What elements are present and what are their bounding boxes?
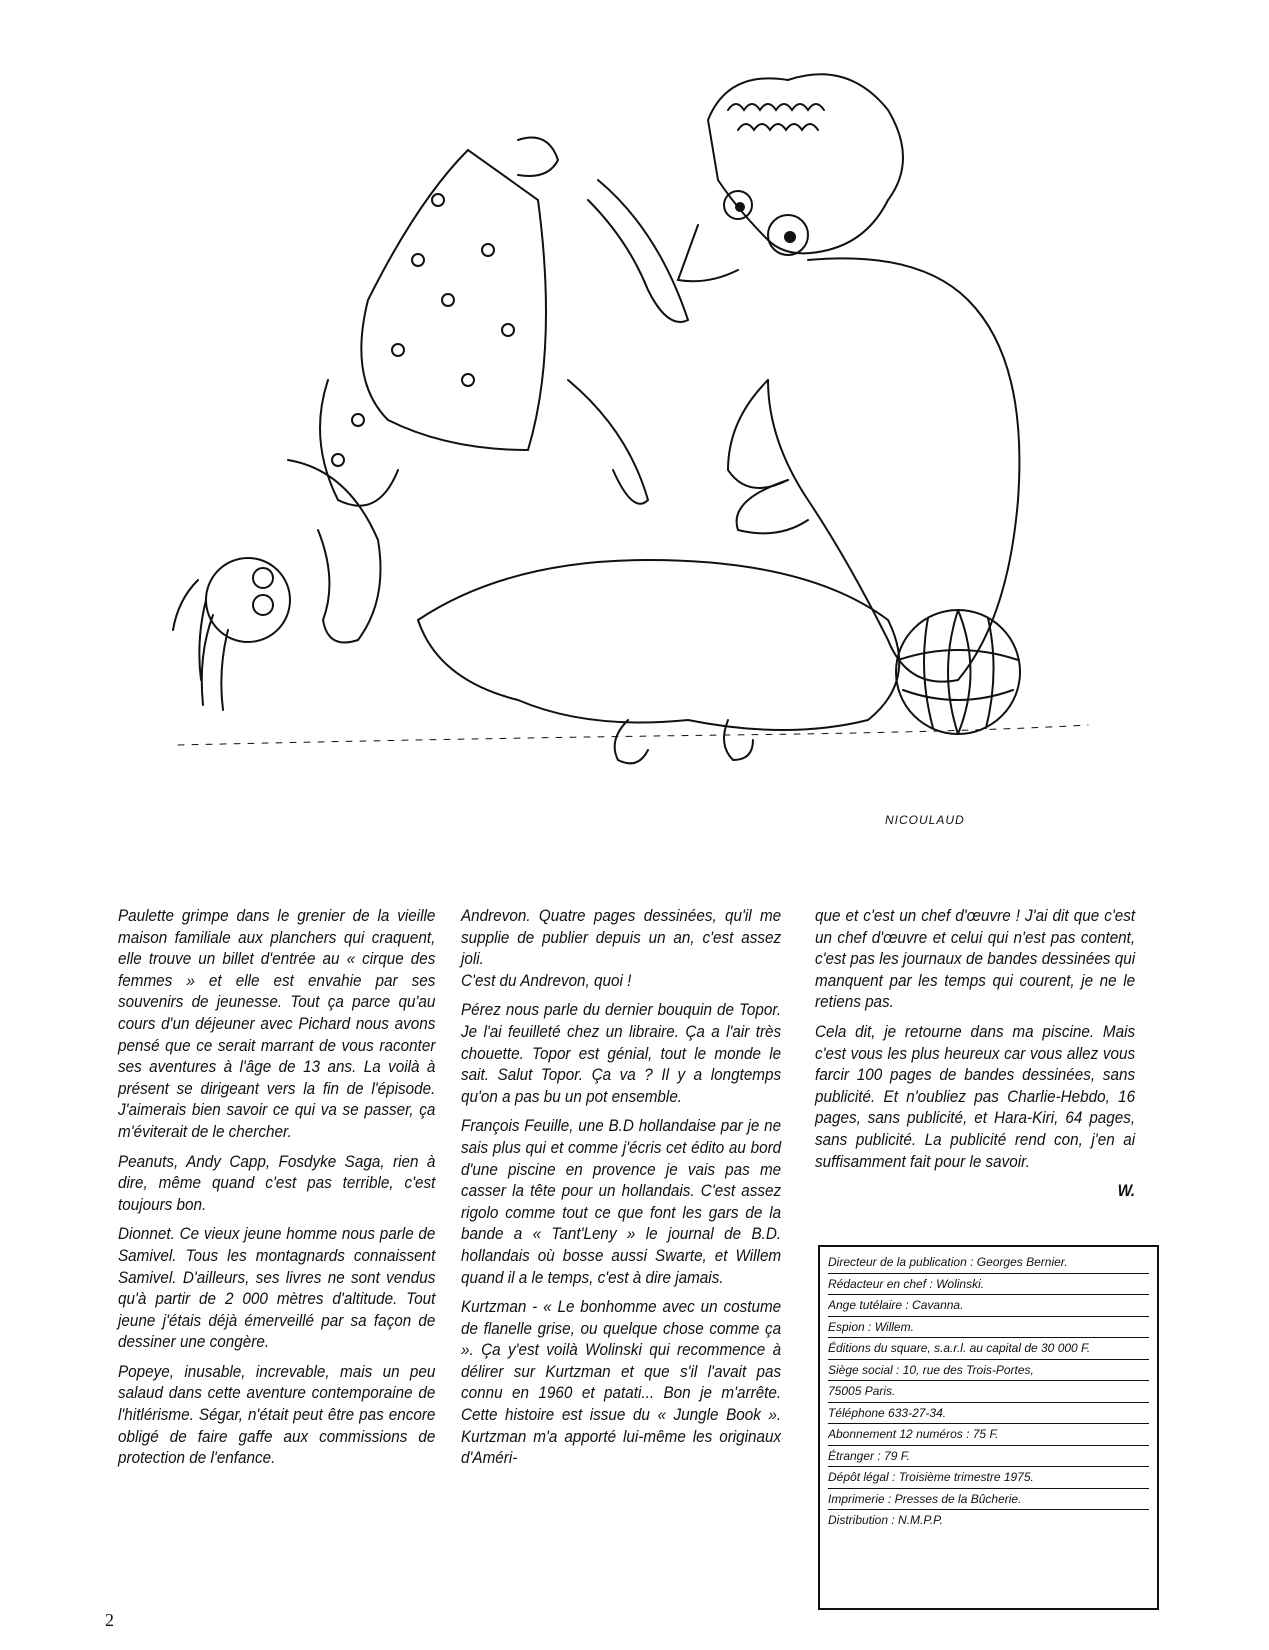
credit-line: 75005 Paris. [828, 1381, 1149, 1403]
article-column-2 [461, 905, 781, 1477]
paragraph: Peanuts, Andy Capp, Fosdyke Saga, rien à dire, même quand c'est pas terrible, c'est toujours bon. [118, 1151, 436, 1214]
masthead-credits-box [818, 1245, 1159, 1610]
credit-line: Rédacteur en chef : Wolinski. [828, 1274, 1149, 1296]
paragraph: Dionnet. Ce vieux jeune homme nous parle de Samivel. Tous les montagnards connaissent Samivel. D'ailleurs, ses livres ne sont vendus qu'à partir de 2 000 mètres d'altitude. Tout jeune j'étais déjà émerveillé par sa façon de dessiner une congère. [118, 1224, 436, 1352]
credit-line: Étranger : 79 F. [828, 1446, 1149, 1468]
credit-line: Ange tutélaire : Cavanna. [828, 1295, 1149, 1317]
credit-line: Espion : Willem. [828, 1317, 1149, 1339]
page-number: 2 [105, 1610, 114, 1630]
paragraph: François Feuille, une B.D hollandaise par je ne sais plus qui et comme j'écris cet édito au bord d'une piscine en provence je vais pas me casser la tête pour un hollandais. C'est assez rigolo comme tout ce que font les gars de la bande a « Tant'Leny » le journal de B.D. hollandais où bosse aussi Swarte, et Willem quand il a le temps, c'est à dire jamais. [461, 1116, 782, 1287]
credit-line: Dépôt légal : Troisième trimestre 1975. [828, 1467, 1149, 1489]
paragraph: que et c'est un chef d'œuvre ! J'ai dit que c'est un chef d'œuvre et celui qui n'est pas content, c'est pas les journaux de bandes dessinées qui manquent par les temps qui courent, je ne le retiens pas. [815, 906, 1136, 1012]
credit-line: Directeur de la publication : Georges Bernier. [828, 1252, 1149, 1274]
paragraph: Paulette grimpe dans le grenier de la vieille maison familiale aux planchers qui craquent, elle trouve un billet d'entrée au « cirque des femmes » et elle est envahie par ses souvenirs de jeunesse. Tout ça parce qu'au cours d'un déjeuner avec Pichard nous avons pensé que ce serait marrant de vous raconter ses aventures à l'âge de 13 ans. La voilà à présent se dirigeant vers la fin de l'épisode. J'aimerais bien savoir ce qui va se passer, ça m'éviterait de le chercher. [118, 906, 436, 1141]
paragraph: Kurtzman - « Le bonhomme avec un costume de flanelle grise, ou quelque chose comme ça ». Ça y'est voilà Wolinski qui recommence à délirer sur Kurtzman et que s'il l'avait pas connu en 1960 et patati... Bon je m'arrête. Cette histoire est issue du « Jungle Book ». Kurtzman m'a apporté lui-même les originaux d'Améri- [461, 1297, 782, 1468]
ink-drawing [88, 0, 1168, 835]
paragraph: Andrevon. Quatre pages dessinées, qu'il me supplie de publier depuis un an, c'est assez joli. [461, 906, 782, 969]
paragraph: C'est du Andrevon, quoi ! [461, 970, 632, 990]
credit-line: Téléphone 633-27-34. [828, 1403, 1149, 1425]
article-column-1 [118, 905, 435, 1477]
credit-line: Siège social : 10, rue des Trois-Portes, [828, 1360, 1149, 1382]
artist-signature: NICOULAUD [885, 813, 965, 827]
paragraph: Cela dit, je retourne dans ma piscine. Mais c'est vous les plus heureux car vous allez vous farcir 100 pages de bandes dessinées, sans publicité. Et n'oubliez pas Charlie-Hebdo, 16 pages, sans publicité, et Hara-Kiri, 64 pages, sans publicité. La publicité rend con, j'en ai suffisamment fait pour le savoir. [815, 1021, 1136, 1171]
article-column-3 [815, 905, 1135, 1210]
cartoon-illustration [88, 0, 1168, 835]
paragraph: Pérez nous parle du dernier bouquin de Topor. Je l'ai feuilleté chez un libraire. Ça a l'air très chouette. Topor est génial, tout le monde le sait. Salut Topor. Ça va ? Il y a longtemps qu'on a pas bu un pot ensemble. [461, 1000, 782, 1106]
credit-line: Distribution : N.M.P.P. [828, 1513, 943, 1527]
credit-line: Éditions du square, s.a.r.l. au capital de 30 000 F. [828, 1338, 1149, 1360]
credit-line: Abonnement 12 numéros : 75 F. [828, 1424, 1149, 1446]
paragraph: Popeye, inusable, increvable, mais un peu salaud dans cette aventure contemporaine de l'hitlérisme. Ségar, n'était peut être pas encore obligé de faire gaffe aux commissions de protection de l'enfance. [118, 1361, 436, 1468]
editorial-signature: W. [1117, 1181, 1136, 1201]
credit-line: Imprimerie : Presses de la Bûcherie. [828, 1489, 1149, 1511]
